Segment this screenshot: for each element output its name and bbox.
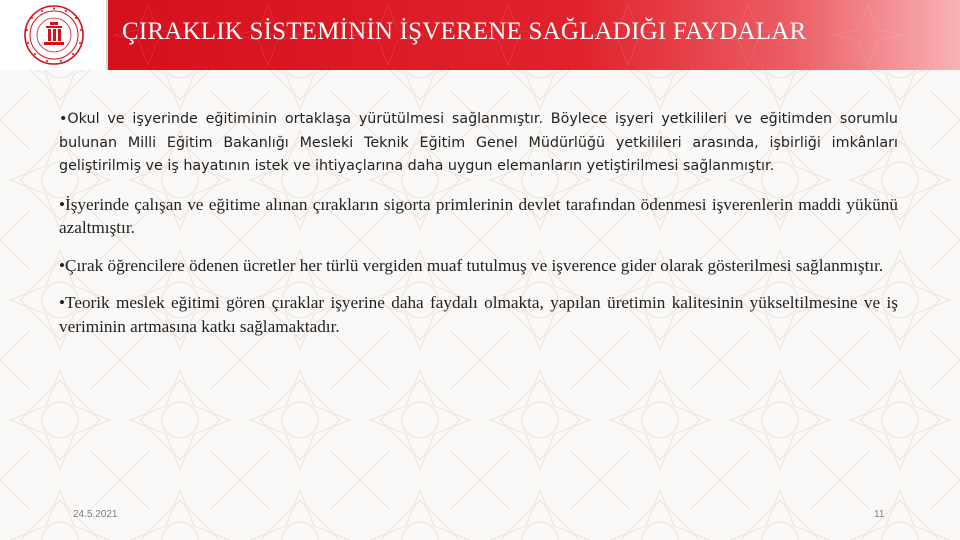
- logo-container: [0, 0, 108, 70]
- bullet-paragraph-1: •Okul ve işyerinde eğitiminin ortaklaşa yürütülmesi sağlanmıştır. Böylece işyeri yetkilileri ve eğitimden sorumlu bulunan Milli Eğitim Bakanlığı Mesleki Teknik Eğitim Genel Müdürlüğü yetkilileri arasında, işbirliği imkânları geliştirilmiş ve iş hayatının istek ve ihtiyaçlarına daha uygun elemanların yetiştirilmesi sağlanmıştır.: [59, 111, 898, 174]
- footer-page-number: 11: [874, 509, 885, 520]
- meb-emblem-logo: [12, 4, 96, 66]
- slide-header: [0, 0, 960, 70]
- slide-content: [59, 108, 898, 352]
- bullet-paragraph-2: •İşyerinde çalışan ve eğitime alınan çırakların sigorta primlerinin devlet tarafından ödenmesi işverenlerin maddi yükünü azaltmıştır.: [59, 194, 898, 237]
- page-title: ÇIRAKLIK SİSTEMİNİN İŞVERENE SAĞLADIĞI FAYDALAR: [122, 18, 807, 45]
- bullet-paragraph-3: •Çırak öğrencilere ödenen ücretler her türlü vergiden muaf tutulmuş ve işverence gider olarak gösterilmesi sağlanmıştır.: [59, 255, 884, 275]
- footer-date: 24.5.2021: [73, 509, 118, 520]
- bullet-paragraph-4: •Teorik meslek eğitimi gören çıraklar işyerine daha faydalı olmakta, yapılan üretimin kalitesinin yükseltilmesine ve iş veriminin artmasına katkı sağlamaktadır.: [59, 293, 898, 336]
- title-bar: [108, 0, 960, 70]
